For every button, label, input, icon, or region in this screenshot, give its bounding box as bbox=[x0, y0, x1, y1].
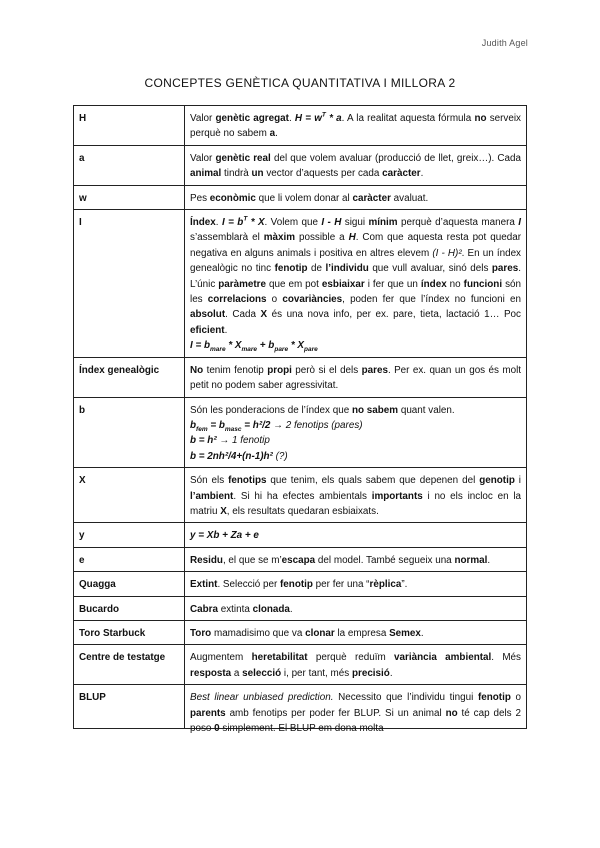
text-run: no bbox=[446, 278, 464, 290]
text-run: (?) bbox=[272, 450, 288, 462]
text-run: . bbox=[224, 324, 228, 336]
text-run: o bbox=[510, 692, 521, 704]
text-run: mínim bbox=[368, 217, 398, 229]
text-run: heretabilitat bbox=[251, 652, 308, 664]
table-row bbox=[74, 620, 527, 644]
text-run: són les bbox=[190, 278, 521, 306]
text-run: parents bbox=[190, 707, 226, 719]
text-run: importants bbox=[371, 490, 423, 502]
text-run: de bbox=[307, 263, 326, 275]
text-run: extinta bbox=[218, 603, 253, 615]
text-run: rèplica bbox=[369, 579, 402, 591]
definition-text bbox=[190, 577, 521, 592]
text-run: * X bbox=[288, 340, 304, 352]
text-run: l’ambient bbox=[190, 490, 234, 502]
text-run: del que volem avaluar (producció de llet, greix…). Cada bbox=[270, 152, 522, 164]
text-run: fenotip bbox=[274, 263, 308, 275]
definition-text bbox=[190, 403, 521, 465]
text-run: → 2 fenotips (pares) bbox=[270, 419, 363, 431]
text-run: funcioni bbox=[463, 278, 503, 290]
text-run: Best linear unbiased prediction. bbox=[190, 692, 334, 704]
table-row bbox=[74, 397, 527, 468]
table-row bbox=[74, 357, 527, 397]
definition-text bbox=[190, 473, 521, 519]
text-run: . L’únic bbox=[190, 263, 521, 290]
definition-text bbox=[190, 528, 521, 543]
definition-text bbox=[190, 650, 521, 681]
text-run: I - H bbox=[321, 217, 342, 229]
text-run: masc bbox=[224, 425, 242, 433]
definition-text bbox=[190, 215, 521, 354]
text-run: I bbox=[518, 217, 522, 229]
text-run: variància ambiental bbox=[394, 652, 492, 664]
definition-cell bbox=[185, 523, 527, 547]
text-run: X bbox=[260, 309, 268, 321]
term-cell: Toro Starbuck bbox=[74, 620, 185, 644]
text-run: . bbox=[275, 128, 278, 140]
text-run: econòmic bbox=[209, 192, 256, 204]
text-run: tindrà bbox=[221, 168, 252, 180]
text-run: és una nova info, per ex. pare, tieta, lactació 1… Poc bbox=[267, 309, 521, 321]
document-title: CONCEPTES GENÈTICA QUANTITATIVA I MILLORA 2 bbox=[144, 76, 456, 90]
text-run: perquè reduïm bbox=[307, 652, 395, 664]
text-run: , poden fer que l’índex no funcioni en bbox=[342, 294, 521, 306]
definition-text bbox=[190, 553, 521, 568]
text-run: un bbox=[251, 168, 264, 180]
text-run: . Volem que bbox=[264, 217, 322, 229]
text-run: quant valen. bbox=[398, 404, 455, 416]
text-run: mare bbox=[210, 346, 226, 354]
term-cell: y bbox=[74, 523, 185, 547]
text-run: màxim bbox=[263, 232, 296, 244]
text-run: 0 bbox=[214, 723, 220, 734]
text-run: b = h² bbox=[190, 435, 217, 447]
text-run: fenotip bbox=[280, 579, 313, 591]
text-run: Pes bbox=[190, 192, 210, 204]
text-run: . Més bbox=[491, 652, 521, 664]
text-run: , el que se m’ bbox=[222, 554, 282, 566]
text-run: no sabem bbox=[351, 404, 399, 416]
definition-cell bbox=[185, 357, 527, 397]
text-run: Semex bbox=[389, 627, 421, 639]
text-run: del model. També segueix una bbox=[315, 554, 455, 566]
text-run: b = 2nh²/4+(n-1)h² bbox=[190, 450, 273, 462]
text-run: que li volem donar al bbox=[255, 192, 353, 204]
term-cell: a bbox=[74, 145, 185, 185]
definition-cell bbox=[185, 685, 527, 734]
text-run: genotip bbox=[479, 475, 515, 487]
term-cell: H bbox=[74, 106, 185, 146]
text-run: l’individu bbox=[325, 263, 369, 275]
text-run: genètic agregat bbox=[215, 113, 289, 124]
text-run: a bbox=[231, 667, 243, 679]
text-run: . bbox=[420, 168, 424, 180]
definition-text bbox=[190, 690, 521, 734]
text-run: avaluat. bbox=[390, 192, 429, 204]
text-run: ”. bbox=[401, 579, 408, 591]
table-row bbox=[74, 468, 527, 523]
definition-cell bbox=[185, 145, 527, 185]
text-run: normal bbox=[454, 554, 488, 566]
term-cell: b bbox=[74, 397, 185, 468]
term-cell: Índex genealògic bbox=[74, 357, 185, 397]
text-run: la empresa bbox=[334, 627, 390, 639]
text-run: resposta bbox=[190, 667, 232, 679]
text-run: que tenim, els quals sabem que depenen del bbox=[266, 475, 480, 487]
text-run: esbiaixar bbox=[321, 278, 365, 290]
text-run: i bbox=[514, 475, 522, 487]
definition-text bbox=[190, 111, 521, 142]
text-run: paràmetre bbox=[218, 278, 267, 290]
term-cell: Bucardo bbox=[74, 596, 185, 620]
text-run: . bbox=[288, 113, 295, 124]
table-row bbox=[74, 523, 527, 547]
definition-cell bbox=[185, 185, 527, 209]
text-run: selecció bbox=[242, 667, 282, 679]
definition-cell bbox=[185, 106, 527, 146]
text-run: . En un índex genealògic no tinc bbox=[190, 247, 521, 275]
text-run: X bbox=[220, 505, 227, 517]
text-run: animal bbox=[190, 168, 222, 180]
table-row bbox=[74, 210, 527, 358]
definition-text bbox=[190, 626, 521, 641]
text-run: . Com que aquesta resta pot quedar negativa en alguns animals i positiva en altres elevem bbox=[190, 232, 521, 259]
definition-cell bbox=[185, 397, 527, 468]
text-run: Valor bbox=[190, 152, 216, 164]
table-row bbox=[74, 685, 527, 729]
text-run: clonar bbox=[305, 627, 335, 639]
text-run: fenotips bbox=[228, 475, 267, 487]
author-name: Judith Agel bbox=[481, 38, 528, 48]
text-run: Són els bbox=[190, 475, 229, 487]
text-run: T bbox=[321, 111, 326, 119]
text-run: caràcter bbox=[382, 168, 421, 180]
text-run: Extint bbox=[190, 579, 218, 591]
text-run: no bbox=[445, 707, 458, 719]
definition-text bbox=[190, 151, 521, 182]
text-run: sigui bbox=[341, 217, 369, 229]
text-run: → 1 fenotip bbox=[216, 435, 270, 447]
text-run: . Per ex. quan un gos és molt petit no podem saber agressivitat. bbox=[190, 364, 522, 392]
text-run: caràcter bbox=[352, 192, 391, 204]
text-run: clonada bbox=[252, 603, 290, 615]
text-run: pares bbox=[491, 263, 519, 275]
term-cell: BLUP bbox=[74, 685, 185, 729]
text-run: o bbox=[266, 294, 283, 306]
definition-text bbox=[190, 191, 521, 206]
term-cell: w bbox=[74, 185, 185, 209]
table-row bbox=[74, 145, 527, 185]
definition-cell bbox=[185, 645, 527, 685]
text-run: mamadisimo que va bbox=[211, 627, 306, 639]
table-row bbox=[74, 645, 527, 685]
text-run: correlacions bbox=[207, 294, 267, 306]
text-run: b bbox=[190, 419, 197, 431]
text-run: té cap dels 2 poso bbox=[190, 707, 521, 734]
term-cell: I bbox=[74, 210, 185, 358]
text-run: tenim fenotip bbox=[203, 364, 268, 376]
table-row bbox=[74, 185, 527, 209]
term-cell: Centre de testatge bbox=[74, 645, 185, 685]
text-run: possible a bbox=[295, 232, 349, 244]
text-run: i, per tant, més bbox=[281, 667, 352, 679]
text-run: índex bbox=[420, 278, 447, 290]
text-run: no bbox=[474, 113, 487, 124]
text-run: a bbox=[269, 128, 276, 140]
text-run: amb fenotips per poder fer BLUP. Si un animal bbox=[225, 707, 446, 719]
text-run: Toro bbox=[190, 627, 212, 639]
text-run: H = w bbox=[294, 113, 322, 124]
definition-cell bbox=[185, 572, 527, 596]
text-run: serveix perquè no sabem bbox=[190, 113, 521, 140]
text-run: * a bbox=[325, 113, 342, 124]
definition-cell bbox=[185, 620, 527, 644]
text-run: pares bbox=[361, 364, 388, 376]
text-run: però si el dels bbox=[291, 364, 362, 376]
text-run: , els resultats quedaran esbiaixats. bbox=[226, 505, 379, 517]
text-run: Valor bbox=[190, 113, 216, 124]
concepts-table bbox=[73, 105, 527, 734]
text-run: T bbox=[243, 215, 248, 223]
text-run: per fer una “ bbox=[312, 579, 370, 591]
text-run: Residu bbox=[190, 554, 223, 566]
table-row bbox=[74, 106, 527, 146]
text-run: = h²/2 bbox=[241, 419, 271, 431]
table-row bbox=[74, 596, 527, 620]
text-run: Cabra bbox=[190, 603, 218, 615]
text-run: perquè d’aquesta manera bbox=[397, 217, 519, 229]
text-run: * X bbox=[247, 217, 265, 229]
definition-cell bbox=[185, 596, 527, 620]
text-run: fem bbox=[196, 425, 208, 433]
text-run: pare bbox=[274, 346, 289, 354]
text-run: mare bbox=[241, 346, 258, 354]
text-run: pare bbox=[304, 346, 318, 354]
text-run: . bbox=[289, 603, 293, 615]
text-run: I = b bbox=[190, 340, 211, 352]
term-cell: Quagga bbox=[74, 572, 185, 596]
text-run: vector d’aquests per cada bbox=[263, 168, 383, 180]
term-cell: X bbox=[74, 468, 185, 523]
text-run: . A la realitat aquesta fórmula bbox=[341, 113, 475, 124]
text-run: Necessito que l’individu tingui bbox=[333, 692, 478, 704]
text-run: . bbox=[487, 554, 491, 566]
text-run: . Selecció per bbox=[217, 579, 281, 591]
text-run: (I - H)² bbox=[432, 247, 462, 259]
text-run: . Si hi ha efectes ambientals bbox=[233, 490, 372, 502]
definition-cell bbox=[185, 547, 527, 571]
text-run: = b bbox=[207, 419, 225, 431]
text-run: genètic real bbox=[215, 152, 271, 164]
text-run: simplement. El BLUP em dona molta bbox=[219, 723, 384, 734]
text-run: H bbox=[348, 232, 356, 244]
text-run: covariàncies bbox=[282, 294, 343, 306]
text-run: . bbox=[389, 667, 393, 679]
text-run: que vull avaluar, sinó dels bbox=[368, 263, 492, 275]
text-run: que em pot bbox=[266, 278, 322, 290]
text-run: * X bbox=[225, 340, 242, 352]
text-run: s’assemblarà el bbox=[190, 232, 264, 244]
text-run: i fer que un bbox=[364, 278, 421, 290]
definition-cell bbox=[185, 468, 527, 523]
text-run: precisió bbox=[351, 667, 390, 679]
text-run: i no els incloc en la matriu bbox=[190, 490, 521, 517]
text-run: Augmentem bbox=[190, 652, 252, 664]
text-run: + b bbox=[257, 340, 275, 352]
text-run: propi bbox=[267, 364, 292, 376]
text-run: escapa bbox=[281, 554, 316, 566]
definition-cell bbox=[185, 210, 527, 358]
text-run: y = Xb + Za + e bbox=[190, 530, 259, 542]
text-run: fenotip bbox=[477, 692, 511, 704]
term-cell: e bbox=[74, 547, 185, 571]
text-run: eficient bbox=[190, 324, 225, 336]
text-run: . bbox=[215, 217, 222, 229]
text-run: No bbox=[190, 364, 204, 376]
text-run: Índex bbox=[190, 217, 216, 229]
definition-text bbox=[190, 602, 521, 617]
definition-text bbox=[190, 363, 521, 394]
text-run: I = b bbox=[221, 217, 244, 229]
table-row bbox=[74, 572, 527, 596]
table-row bbox=[74, 547, 527, 571]
text-run: . Cada bbox=[225, 309, 261, 321]
text-run: absolut bbox=[190, 309, 226, 321]
text-run: . bbox=[420, 627, 424, 639]
text-run: Són les ponderacions de l’índex que bbox=[190, 404, 352, 416]
